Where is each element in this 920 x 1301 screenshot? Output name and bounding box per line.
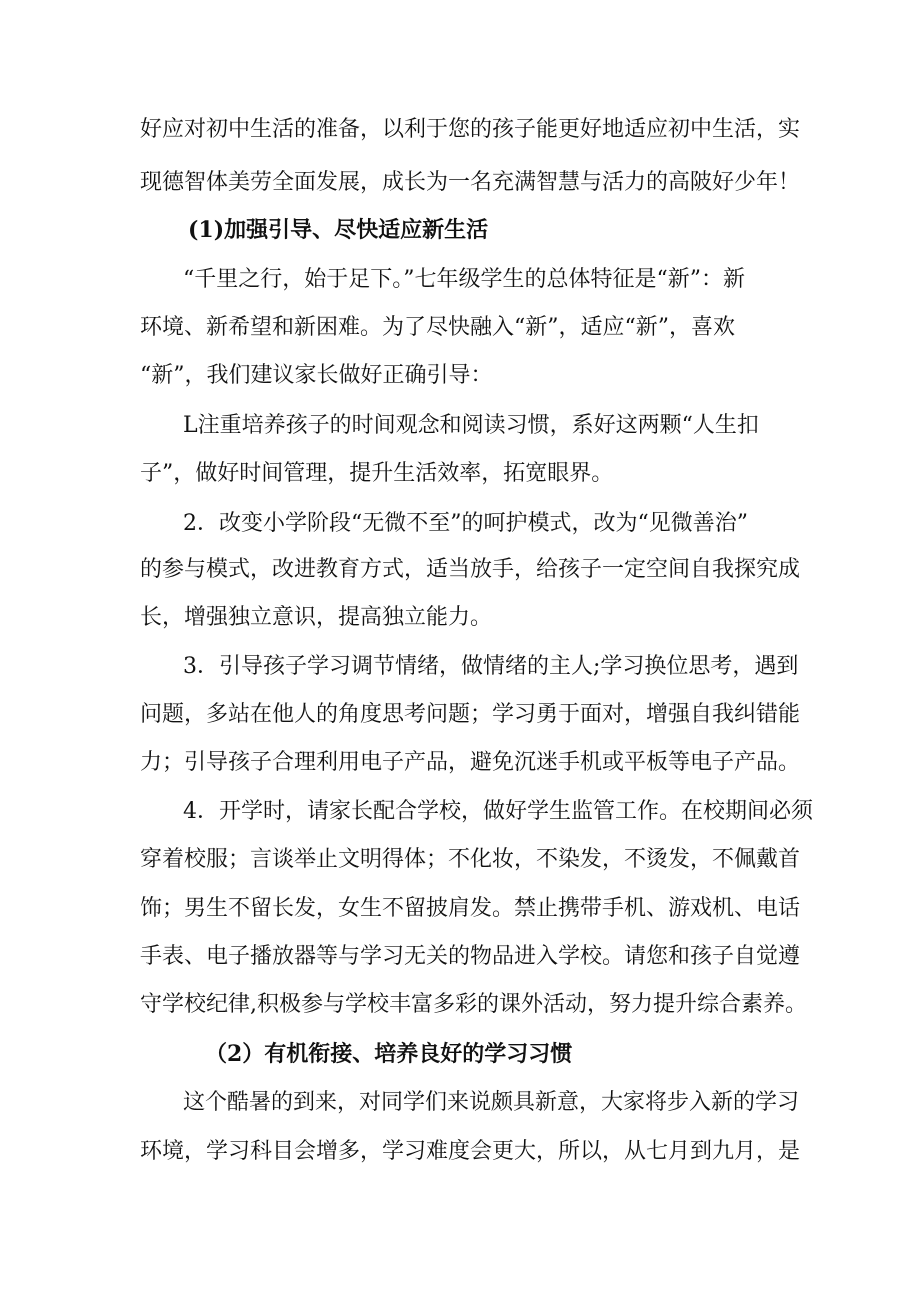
paragraph-line: 守学校纪律,积极参与学校丰富多彩的课外活动，努力提升综合素养。	[140, 992, 807, 1017]
list-item-2: 2．改变小学阶段“无微不至”的呵护模式，改为“见微善治”	[183, 511, 748, 536]
paragraph-line: 饰；男生不留长发，女生不留披肩发。禁止携带手机、游戏机、电话	[140, 896, 801, 921]
paragraph-line: 这个酷暑的到来，对同学们来说颇具新意，大家将步入新的学习	[183, 1090, 800, 1115]
paragraph-line: 的参与模式，改进教育方式，适当放手，给孩子一定空间自我探究成	[140, 557, 801, 582]
list-item-4: 4．开学时，请家长配合学校，做好学生监管工作。在校期间必须	[183, 799, 813, 824]
paragraph-line: 现德智体美劳全面发展，成长为一名充满智慧与活力的高陂好少年！	[140, 170, 801, 195]
paragraph-line: 环境、新希望和新困难。为了尽快融入“新”，适应“新”，喜欢	[140, 315, 735, 340]
paragraph-line: 环境，学习科目会增多，学习难度会更大，所以，从七月到九月，是	[140, 1139, 801, 1164]
section-heading-1: (1)加强引导、尽快适应新生活	[188, 217, 489, 243]
paragraph-line: 穿着校服；言谈举止文明得体；不化妆，不染发，不烫发，不佩戴首	[140, 847, 801, 872]
paragraph-line: 问题，多站在他人的角度思考问题；学习勇于面对，增强自我纠错能	[140, 702, 801, 727]
paragraph-line: “新”，我们建议家长做好正确引导：	[140, 363, 493, 388]
paragraph-line: “千里之行，始于足下。”七年级学生的总体特征是“新”：新	[183, 267, 745, 292]
paragraph-line: 子”，做好时间管理，提升生活效率，拓宽眼界。	[140, 461, 614, 486]
paragraph-line: 力；引导孩子合理利用电子产品，避免沉迷手机或平板等电子产品。	[140, 750, 801, 775]
list-item-3: 3．引导孩子学习调节情绪，做情绪的主人;学习换位思考，遇到	[183, 654, 799, 679]
list-item-1: L注重培养孩子的时间观念和阅读习惯，系好这两颗“人生扣	[183, 413, 759, 438]
paragraph-line: 手表、电子播放器等与学习无关的物品进入学校。请您和孩子自觉遵	[140, 944, 801, 969]
paragraph-line: 长，增强独立意识，提高独立能力。	[140, 605, 493, 630]
section-heading-2: （2）有机衔接、培养良好的学习习惯	[205, 1041, 573, 1067]
paragraph-line: 好应对初中生活的准备，以利于您的孩子能更好地适应初中生活，实	[140, 117, 801, 142]
